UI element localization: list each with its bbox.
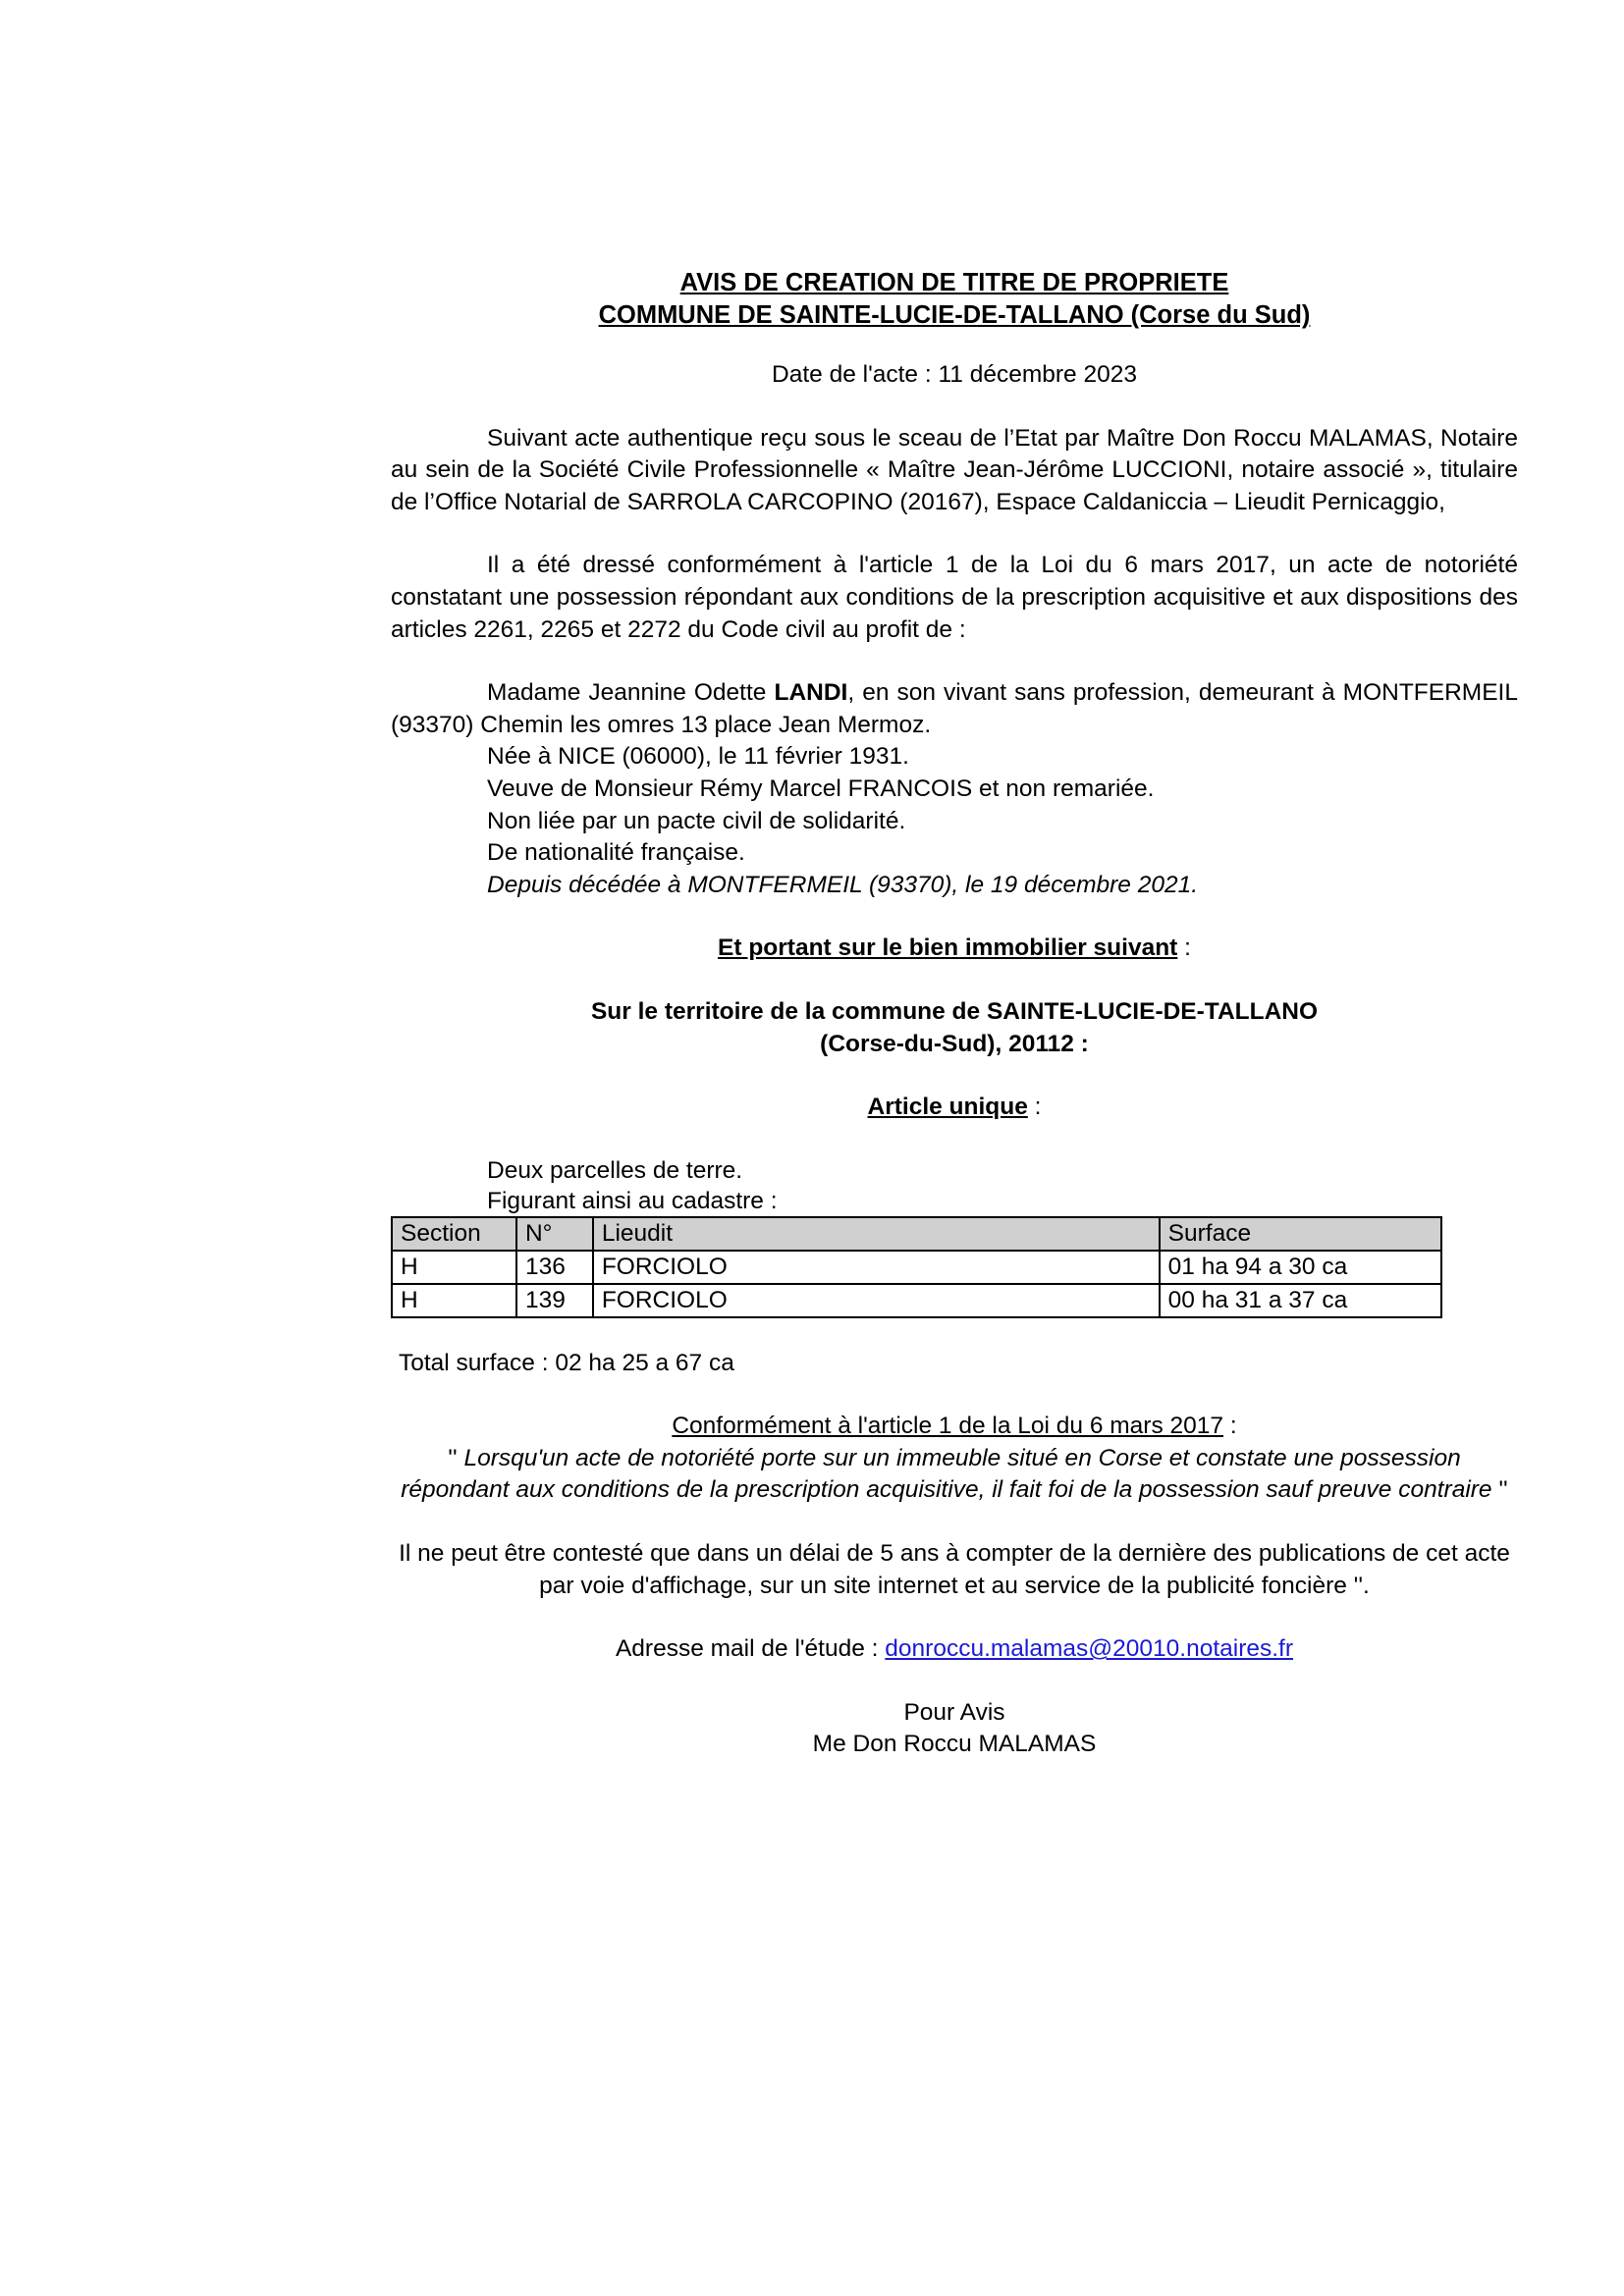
territory-heading [391,996,1518,1060]
parcel-description-line-1: Deux parcelles de terre. [487,1156,743,1184]
notoriety-paragraph: Il a été dressé conformément à l'article 1 de la Loi du 6 mars 2017, un acte de notoriété constatant une possession répondant aux conditions de la prescription acquisitive et aux dispositions des articles 2261, 2265 et 2272 du Code civil au profit de : [391,552,1518,643]
notary-paragraph: Suivant acte authentique reçu sous le sceau de l’Etat par Maître Don Roccu MALAMAS, Notaire au sein de la Société Civile Professionnelle « Maître Jean-Jérôme LUCCIONI, notaire associé », titulaire de l’Office Notarial de SARROLA CARCOPINO (20167), Espace Caldaniccia – Lieudit Pernicaggio, [391,424,1518,515]
cell-surface: 00 ha 31 a 37 ca [1160,1284,1441,1317]
law-heading-tail: : [1223,1413,1237,1440]
law-quote-close: '' [1491,1476,1508,1504]
cell-lieudit: FORCIOLO [593,1251,1160,1284]
cell-lieudit: FORCIOLO [593,1284,1160,1317]
beneficiary-nationality: De nationalité française. [487,839,745,867]
table-row [392,1284,1441,1317]
article-heading [391,1092,1518,1124]
signature-line-1: Pour Avis [903,1698,1005,1726]
document-title [391,267,1518,332]
table-header-row [392,1217,1441,1251]
beneficiary-death: Depuis décédée à MONTFERMEIL (93370), le 19 décembre 2021. [487,871,1199,898]
header-lieudit: Lieudit [593,1217,1160,1251]
property-heading [391,933,1518,965]
header-section: Section [392,1217,516,1251]
beneficiary-birth: Née à NICE (06000), le 11 février 1931. [487,743,909,771]
beneficiary-surname: LANDI [774,679,848,707]
beneficiary-address: , en son vivant sans profession, demeurant à MONTFERMEIL (93370) Chemin les omres 13 place Jean Mermoz. [391,679,1518,738]
deed-date: Date de l'acte : 11 décembre 2023 [772,361,1137,388]
cell-number: 139 [516,1284,593,1317]
notice-body [391,267,1518,1761]
cadastre-table [391,1216,1442,1318]
email-line [391,1633,1518,1666]
cell-surface: 01 ha 94 a 30 ca [1160,1251,1441,1284]
law-quote [391,1443,1518,1507]
title-line-2: COMMUNE DE SAINTE-LUCIE-DE-TALLANO (Corse du Sud) [598,301,1311,329]
law-block [391,1411,1518,1507]
cell-section: H [392,1284,516,1317]
beneficiary-pacs: Non liée par un pacte civil de solidarité. [487,807,906,834]
beneficiary-identity [391,677,1518,741]
article-heading-tail: : [1027,1094,1042,1121]
article-heading-text: Article unique [867,1094,1028,1121]
beneficiary-marital: Veuve de Monsieur Rémy Marcel FRANCOIS et non remariée. [487,774,1155,802]
header-surface: Surface [1160,1217,1441,1251]
parcel-description-line-2: Figurant ainsi au cadastre : [487,1187,778,1214]
signature-block [391,1697,1518,1761]
beneficiary-block [391,677,1518,901]
contest-notice: Il ne peut être contesté que dans un délai de 5 ans à compter de la dernière des publications de cet acte par voie d'affichage, sur un site internet et au service de la publicité foncière ''. [399,1540,1510,1599]
header-number: N° [516,1217,593,1251]
title-line-1: AVIS DE CREATION DE TITRE DE PROPRIETE [679,269,1229,296]
law-quote-open: '' [448,1444,464,1471]
territory-line-1: Sur le territoire de la commune de SAINTE-LUCIE-DE-TALLANO [590,997,1319,1025]
parcel-description [391,1155,1518,1216]
cell-section: H [392,1251,516,1284]
law-quote-text: Lorsqu'un acte de notoriété porte sur un immeuble situé en Corse et constate une possession répondant aux conditions de la prescription acquisitive, il fait foi de la possession sauf preuve contraire [401,1444,1492,1504]
beneficiary-prefix: Madame Jeannine Odette [487,679,775,707]
total-surface: Total surface : 02 ha 25 a 67 ca [399,1349,734,1376]
law-heading [391,1411,1518,1443]
email-link[interactable]: donroccu.malamas@20010.notaires.fr [885,1635,1294,1663]
property-heading-text: Et portant sur le bien immobilier suivant [718,934,1178,962]
law-heading-text: Conformément à l'article 1 de la Loi du 6 mars 2017 [672,1413,1224,1440]
property-heading-tail: : [1177,934,1191,962]
territory-line-2: (Corse-du-Sud), 20112 : [820,1030,1089,1057]
signature-line-2: Me Don Roccu MALAMAS [812,1731,1097,1758]
email-label: Adresse mail de l'étude : [615,1635,886,1663]
table-row [392,1251,1441,1284]
cell-number: 136 [516,1251,593,1284]
